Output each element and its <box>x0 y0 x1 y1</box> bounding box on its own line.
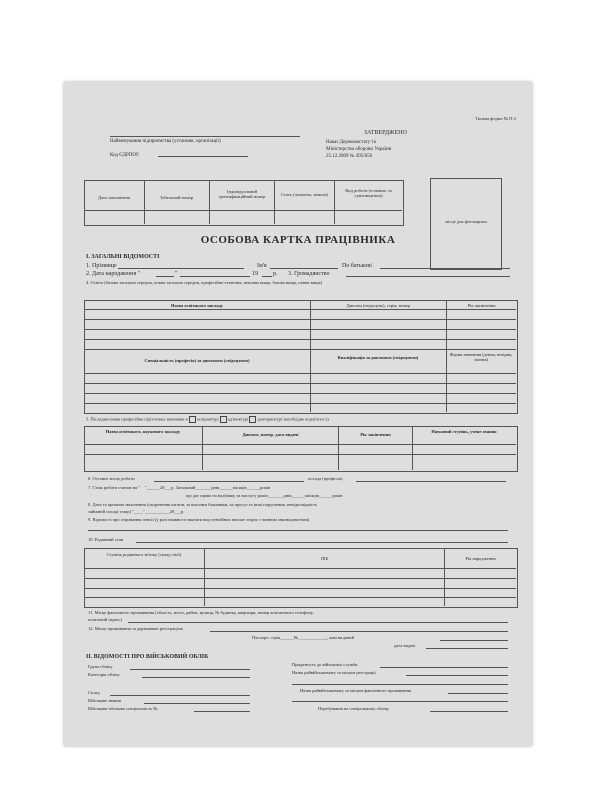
military-staff-line[interactable] <box>110 695 250 696</box>
pg-col-year: Рік закінчення <box>360 432 391 437</box>
order-line-3: 25.12.2009 № 495/656 <box>326 154 373 159</box>
military-group-line[interactable] <box>130 669 250 670</box>
edu-col-institution: Назва освітнього закладу <box>171 303 223 308</box>
military-specialty-line[interactable] <box>194 711 250 712</box>
org-name-line[interactable] <box>110 136 300 137</box>
aspirantura-checkbox[interactable] <box>189 416 196 423</box>
military-specialty-label: Військово-облікова спеціальність № <box>88 706 158 711</box>
military-category-line[interactable] <box>142 677 250 678</box>
special-registry-label: Перебування на спеціальному обліку <box>318 706 389 711</box>
pg-col-diploma: Диплом, номер, дата видачі <box>242 432 299 437</box>
adjunktura-checkbox[interactable] <box>220 416 227 423</box>
pension-line[interactable] <box>88 530 508 531</box>
last-position-line[interactable] <box>356 481 506 482</box>
fam-col-relation: Ступінь родинного зв'язку (склад сім'ї) <box>106 552 182 557</box>
citizenship-line[interactable] <box>346 276 510 277</box>
name-label: Ім'я <box>257 263 267 269</box>
military-office-actual-line[interactable] <box>448 693 508 694</box>
doktorantura-checkbox[interactable] <box>249 416 256 423</box>
header-tax-id: Індивідуальний ідентифікаційний номер <box>218 189 266 199</box>
surname-line[interactable] <box>118 268 244 269</box>
birth-year-line[interactable] <box>262 276 272 277</box>
passport-date-label: дата видачі <box>394 643 416 648</box>
citizenship-label: 3. Громадянство <box>288 271 330 277</box>
surname-label: 1. Прізвище <box>86 263 117 269</box>
fill-date-cell[interactable] <box>85 211 144 223</box>
sex-cell[interactable] <box>275 211 334 223</box>
pension-label: 9. Відомості про отримання пенсії (у разі наявності вказати вид пенсійних виплат згідно з чинним законодавством) <box>88 517 310 522</box>
military-fitness-label: Придатність до військової служби <box>292 662 358 667</box>
military-office-reg-label: Назва райвійськкомату за місцем реєстрації <box>292 670 376 675</box>
family-status-line[interactable] <box>136 542 508 543</box>
passport-date-line[interactable] <box>426 648 508 649</box>
registration-label: 12. Місце проживання за державною реєстрацією <box>88 626 184 631</box>
header-tab-number: Табельний номер <box>159 195 194 200</box>
registration-line[interactable] <box>210 631 508 632</box>
header-work-type: Вид роботи (основна, за сумісництвом) <box>345 188 392 198</box>
last-position-label: посада (професія) <box>308 476 343 481</box>
military-fitness-line[interactable] <box>380 667 508 668</box>
edu-col-year: Рік закінчення <box>467 303 496 308</box>
tax-id-cell[interactable] <box>210 211 274 223</box>
form-sheet: Типова форма № П-2 Найменування підприємства (установи, організації) Код ЄДРПОУ ЗАТВЕРДЖЕНО Наказ Держкомстату та Міністерства оборони України 25.12.2009 № 495/656 Дата заповнення Табельний номер Індивідуальний ідентифікаційний номер Стать (чоловіча, жіноча) Вид роботи (основна, за сумісництвом) місце для фотокартки ОСОБОВА КАРТКА ПРАЦІВНИКА І. ЗАГАЛЬНІ ВІДОМОСТІ 1. Прізвище Ім'я По батькові 2. Дата народження " " 19 р. 3. Громадянство 4. Освіта (базова загальна середня, повна загальна середня, професійно-технічна, неповна вища, базова вища, повна вища) Назва освітнього закладу Диплом (свідоцтво), серія, номер Рік закінчення Спеціальність (професія) за дипломом (свідоцтвом) Кваліфікація за дипломом (свідоцтвом) Форма навчання (денна, вечірня, заочна) 5. Післядипломна професійна підготовка: навчання в аспірантурі ад'юнктурі докторантурі (необхідне відмітити х) Назва освітнього, наукового закладу Диплом, номер, дата видачі Рік закінчення Науковий ступінь, учене звання 6. Останнє місце роботи посада (професія) 7. Стаж роботи станом на " "______20___р. Загальний_______днів______місяців______років що дає право на надбавку за вислугу років_______днів______місяців______років 8. Дата та причина звільнення (скорочення штатів, за власним бажанням, за прогул та інші порушення, невідповідність займаній посаді тощо) "____"___________20___р. 9. Відомості про отримання пенсії (у разі наявності вказати вид пенсійних виплат згідно з чинним законодавством) 10. Родинний стан Ступінь родинного зв'язку (склад сім'ї) ПІБ Рік народження 11. Місце фактичного проживання (область, місто, район, вулиця, № будинку, квартири, номер контактного телефону, поштовий індекс) 12. Місце проживання за державною реєстрацією Паспорт: серія______№_____________, ким виданий дата видачі ІІ. ВІДОМОСТІ ПРО ВІЙСЬКОВИЙ ОБЛІК Група обліку Категорія обліку Склад Військове звання Військово-облікова спеціальність № Придатність до військової служби Назва райвійськкомату за місцем реєстрації Назва райвійськкомату за місцем фактичного проживання Перебування на спеціальному обліку <box>64 82 532 746</box>
military-office-reg-line-2[interactable] <box>292 684 508 685</box>
passport-issuer-line[interactable] <box>440 640 508 641</box>
header-sex: Стать (чоловіча, жіноча) <box>281 192 328 197</box>
military-staff-label: Склад <box>88 690 100 695</box>
section2-heading: ІІ. ВІДОМОСТІ ПРО ВІЙСЬКОВИЙ ОБЛІК <box>86 654 209 660</box>
work-type-cell[interactable] <box>335 211 402 223</box>
passport-label: Паспорт: серія______№_____________, ким виданий <box>252 635 354 640</box>
dismissal-label: 8. Дата та причина звільнення (скорочення штатів, за власним бажанням, за прогул та інші порушення, невідповідність <box>88 502 318 507</box>
birth-day-line[interactable] <box>156 276 174 277</box>
order-line-1: Наказ Держкомстату та <box>326 140 376 145</box>
education-label: 4. Освіта (базова загальна середня, повна загальна середня, професійно-технічна, неповна вища, базова вища, повна вища) <box>86 280 323 285</box>
last-job-label: 6. Останнє місце роботи <box>88 476 135 481</box>
pg-col-institution: Назва освітнього, наукового закладу <box>105 429 181 434</box>
order-line-2: Міністерства оборони України <box>326 147 392 152</box>
seniority-label: що дає право на надбавку за вислугу років_______днів______місяців______років <box>186 493 343 498</box>
edu-col-specialty: Спеціальність (професія) за дипломом (свідоцтвом) <box>144 358 250 363</box>
photo-label: місце для фотокартки <box>445 219 487 224</box>
military-group-label: Група обліку <box>88 664 113 669</box>
experience-label: 7. Стаж роботи станом на " "______20___р. Загальний_______днів______місяців______років <box>88 485 271 490</box>
photo-box <box>430 178 502 270</box>
special-registry-line[interactable] <box>430 711 508 712</box>
approved-label: ЗАТВЕРДЖЕНО <box>364 130 407 136</box>
dismissal-label-2: займаній посаді тощо) "____"___________20___р. <box>88 509 185 514</box>
military-category-label: Категорія обліку <box>88 672 120 677</box>
birth-date-label: 2. Дата народження " <box>86 271 141 277</box>
residence-label: 11. Місце фактичного проживання (область, місто, район, вулиця, № будинку, квартири, номер контактного телефону, <box>88 610 314 615</box>
military-rank-label: Військове звання <box>88 698 121 703</box>
header-fill-date: Дата заповнення <box>98 195 130 200</box>
last-job-line[interactable] <box>154 481 304 482</box>
military-office-actual-line-2[interactable] <box>292 701 508 702</box>
edrpou-label: Код ЄДРПОУ <box>110 153 140 158</box>
postgrad-label: 5. Післядипломна професійна підготовка: навчання в аспірантурі ад'юнктурі докторантурі (необхідне відмітити х) <box>86 416 329 422</box>
edu-col-qualification: Кваліфікація за дипломом (свідоцтвом) <box>337 355 419 360</box>
family-status-label: 10. Родинний стан <box>88 537 124 542</box>
edrpou-line[interactable] <box>158 156 248 157</box>
tab-number-cell[interactable] <box>145 211 209 223</box>
patronymic-label: По батькові <box>342 263 372 269</box>
residence-line[interactable] <box>128 622 508 623</box>
org-name-label: Найменування підприємства (установи, організації) <box>110 139 221 144</box>
edu-col-form: Форма навчання (денна, вечірня, заочна) <box>449 352 513 362</box>
name-line[interactable] <box>270 268 338 269</box>
military-rank-line[interactable] <box>144 703 250 704</box>
patronymic-line[interactable] <box>380 268 510 269</box>
form-number: Типова форма № П-2 <box>475 116 516 121</box>
form-title: ОСОБОВА КАРТКА ПРАЦІВНИКА <box>200 234 396 246</box>
fam-col-birthyear: Рік народження <box>465 556 496 561</box>
pg-col-degree: Науковий ступінь, учене звання <box>431 429 497 434</box>
residence-label-2: поштовий індекс) <box>88 617 122 622</box>
edu-col-diploma: Диплом (свідоцтво), серія, номер <box>346 303 411 308</box>
birth-month-line[interactable] <box>180 276 250 277</box>
fam-col-name: ПІБ <box>320 556 329 561</box>
military-office-reg-line[interactable] <box>406 675 508 676</box>
section1-heading: І. ЗАГАЛЬНІ ВІДОМОСТІ <box>86 254 160 260</box>
military-office-actual-label: Назва райвійськкомату за місцем фактичного проживання <box>300 688 412 693</box>
